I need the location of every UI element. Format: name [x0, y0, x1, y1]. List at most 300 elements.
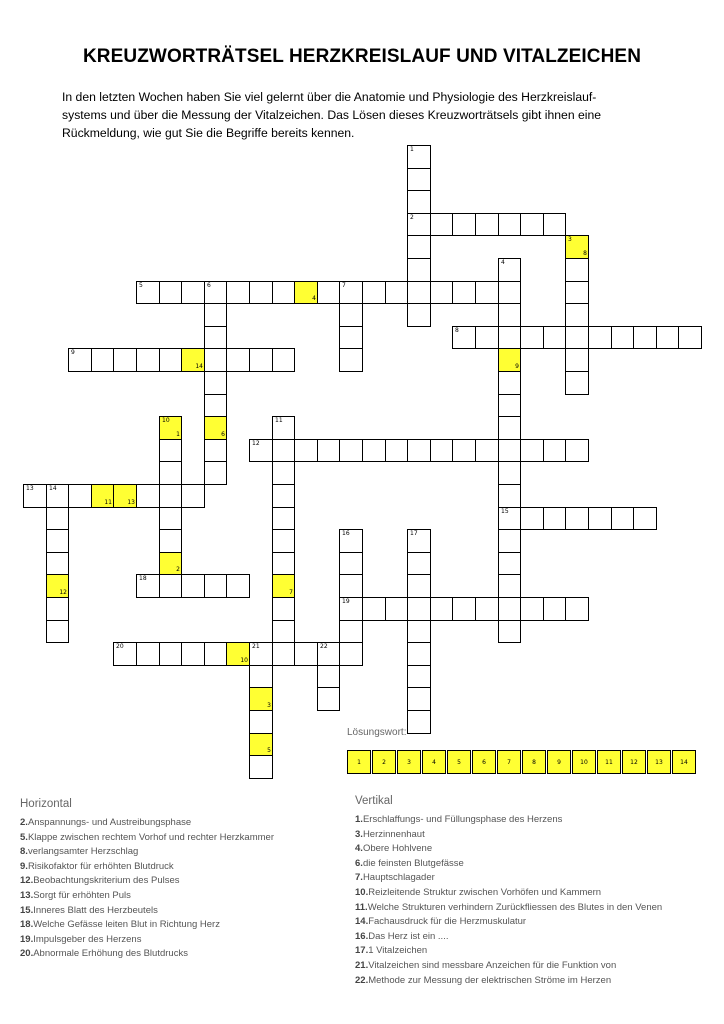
horizontal-heading: Horizontal — [20, 798, 72, 810]
clue-item — [355, 857, 662, 872]
grid-cell[interactable] — [159, 484, 182, 508]
grid-cell[interactable] — [611, 326, 634, 349]
clue-item — [20, 904, 274, 919]
grid-cell[interactable] — [407, 574, 431, 598]
solution-marker: 13 — [127, 499, 135, 506]
grid-cell[interactable] — [407, 597, 431, 621]
solution-marker: 8 — [583, 250, 587, 257]
grid-cell[interactable] — [249, 687, 273, 711]
clue-item — [20, 889, 274, 904]
clue-num: 3. — [355, 828, 363, 840]
solution-cell[interactable]: 9 — [547, 750, 571, 774]
grid-cell[interactable] — [339, 326, 363, 349]
grid-cell[interactable] — [498, 416, 521, 440]
grid-cell[interactable] — [249, 642, 273, 666]
grid-cell[interactable] — [91, 484, 114, 508]
grid-cell[interactable] — [362, 439, 386, 462]
grid-cell[interactable] — [339, 574, 363, 598]
page-title: KREUZWORTRÄTSEL HERZKREISLAUF UND VITALZEICHEN — [82, 46, 642, 67]
clue-text: Welche Gefässe leiten Blut in Richtung Herz — [33, 919, 220, 931]
grid-cell[interactable] — [249, 281, 273, 304]
grid-cell[interactable] — [475, 439, 499, 462]
clue-num: 4. — [355, 843, 363, 855]
grid-cell[interactable] — [565, 371, 589, 395]
grid-cell[interactable] — [159, 574, 182, 598]
clue-number: 11 — [275, 417, 283, 424]
clue-text: Fachausdruck für die Herzmuskulatur — [368, 916, 527, 928]
grid-cell[interactable] — [385, 439, 408, 462]
grid-cell[interactable] — [656, 326, 679, 349]
solution-marker: 5 — [267, 747, 271, 754]
grid-cell[interactable] — [407, 620, 431, 643]
grid-cell[interactable] — [339, 642, 363, 666]
solution-marker: 6 — [221, 431, 225, 438]
clue-num: 2. — [20, 817, 28, 828]
grid-cell[interactable] — [498, 461, 521, 485]
clue-num: 17. — [355, 945, 369, 957]
grid-cell[interactable] — [678, 326, 702, 349]
grid-cell[interactable] — [339, 303, 363, 327]
grid-cell[interactable] — [272, 281, 295, 304]
grid-cell[interactable] — [113, 348, 137, 372]
grid-cell[interactable] — [430, 281, 453, 304]
grid-cell[interactable] — [204, 371, 227, 395]
clue-item — [20, 918, 274, 933]
grid-cell[interactable] — [565, 597, 589, 621]
grid-cell[interactable] — [113, 642, 137, 666]
grid-cell[interactable] — [498, 574, 521, 598]
grid-cell[interactable] — [249, 348, 273, 372]
grid-cell[interactable] — [407, 235, 431, 259]
clue-text: Risikofaktor für erhöhten Blutdruck — [27, 860, 174, 872]
grid-cell[interactable] — [249, 439, 273, 462]
solution-cell[interactable]: 13 — [647, 750, 671, 774]
clue-number: 10 — [162, 417, 170, 424]
solution-cell[interactable]: 5 — [447, 750, 471, 774]
clue-number: 22 — [320, 643, 328, 650]
grid-cell[interactable] — [611, 507, 634, 530]
grid-cell[interactable] — [407, 439, 431, 462]
grid-cell[interactable] — [249, 710, 273, 734]
grid-cell[interactable] — [520, 213, 544, 236]
clue-number: 5 — [139, 282, 143, 289]
clue-text: Beobachtungskriterium des Pulses — [33, 875, 180, 887]
grid-cell[interactable] — [452, 281, 476, 304]
grid-cell[interactable] — [226, 348, 250, 372]
clue-text: Methode zur Messung der elektrischen Ströme im Herzen — [368, 974, 612, 986]
clue-number: 16 — [342, 530, 350, 537]
grid-cell[interactable] — [46, 574, 69, 598]
clue-item — [355, 959, 662, 974]
grid-cell[interactable] — [317, 665, 340, 688]
clue-num: 5. — [20, 831, 28, 843]
solution-cell[interactable]: 10 — [572, 750, 596, 774]
clue-item — [20, 947, 274, 962]
grid-cell[interactable] — [204, 416, 227, 440]
solution-cell[interactable]: 2 — [372, 750, 396, 774]
grid-cell[interactable] — [452, 439, 476, 462]
grid-cell[interactable] — [475, 597, 499, 621]
grid-cell[interactable] — [317, 439, 340, 462]
grid-cell[interactable] — [475, 213, 499, 236]
solution-marker: 14 — [195, 363, 203, 370]
clue-num: 7. — [355, 872, 363, 884]
solution-cell[interactable]: 14 — [672, 750, 696, 774]
solution-cell[interactable]: 4 — [422, 750, 446, 774]
clue-text: Hauptschlagader — [362, 872, 435, 884]
solution-marker: 12 — [59, 589, 67, 596]
clue-text: Erschlaffungs- und Füllungsphase des Herzens — [362, 814, 563, 825]
grid-cell[interactable] — [543, 597, 566, 621]
grid-cell[interactable] — [294, 642, 318, 666]
grid-cell[interactable] — [46, 484, 69, 508]
grid-cell[interactable] — [498, 258, 521, 282]
horizontal-clues — [20, 798, 274, 962]
clue-number: 18 — [139, 575, 147, 582]
grid-cell[interactable] — [498, 552, 521, 575]
grid-cell[interactable] — [407, 687, 431, 711]
grid-cell[interactable] — [294, 439, 318, 462]
solution-cell[interactable]: 3 — [397, 750, 421, 774]
grid-cell[interactable] — [565, 281, 589, 304]
clue-item — [355, 944, 662, 959]
grid-cell[interactable] — [407, 281, 431, 304]
grid-cell[interactable] — [498, 620, 521, 643]
solution-cell[interactable]: 7 — [497, 750, 521, 774]
grid-cell[interactable] — [362, 281, 386, 304]
grid-cell[interactable] — [430, 597, 453, 621]
clue-text: Abnormale Erhöhung des Blutdrucks — [33, 948, 188, 960]
grid-cell[interactable] — [520, 597, 544, 621]
grid-cell[interactable] — [565, 507, 589, 530]
grid-cell[interactable] — [407, 168, 431, 191]
clue-num: 12. — [20, 875, 34, 887]
grid-cell[interactable] — [543, 326, 566, 349]
grid-cell[interactable] — [136, 281, 160, 304]
grid-cell[interactable] — [498, 394, 521, 417]
grid-cell[interactable] — [181, 281, 205, 304]
grid-cell[interactable] — [498, 303, 521, 327]
grid-cell[interactable] — [520, 439, 544, 462]
grid-cell[interactable] — [498, 507, 521, 530]
clue-text: Anspannungs- und Austreibungsphase — [27, 817, 192, 828]
grid-cell[interactable] — [475, 326, 499, 349]
clue-text: Welche Strukturen verhindern Zurückfliessen des Blutes in den Venen — [367, 901, 663, 913]
clue-num: 11. — [355, 901, 368, 913]
grid-cell[interactable] — [23, 484, 47, 508]
grid-cell[interactable] — [498, 439, 521, 462]
grid-cell[interactable] — [159, 348, 182, 372]
grid-cell[interactable] — [588, 507, 612, 530]
grid-cell[interactable] — [159, 507, 182, 530]
clue-text: Impulsgeber des Herzens — [33, 933, 142, 945]
clue-item — [20, 933, 274, 948]
grid-cell[interactable] — [272, 552, 295, 575]
grid-cell[interactable] — [317, 687, 340, 711]
clue-number: 8 — [455, 327, 459, 334]
grid-cell[interactable] — [407, 552, 431, 575]
clue-text: Das Herz ist ein .... — [368, 930, 449, 942]
grid-cell[interactable] — [520, 507, 544, 530]
grid-cell[interactable] — [498, 213, 521, 236]
intro-line: systems und über die Messung der Vitalzeichen. Das Lösen dieses Kreuzworträtsels gibt ihnen eine — [62, 108, 602, 122]
grid-cell[interactable] — [113, 484, 137, 508]
grid-cell[interactable] — [272, 348, 295, 372]
clue-number: 15 — [501, 508, 509, 515]
solution-marker: 9 — [515, 363, 519, 370]
grid-cell[interactable] — [159, 529, 182, 553]
grid-cell[interactable] — [272, 597, 295, 621]
clue-text: Herzinnenhaut — [362, 828, 425, 840]
clue-num: 8. — [20, 846, 28, 858]
solution-marker: 10 — [240, 657, 248, 664]
grid-cell[interactable] — [181, 484, 205, 508]
clue-number: 1 — [410, 146, 414, 153]
grid-cell[interactable] — [159, 642, 182, 666]
grid-cell[interactable] — [633, 507, 657, 530]
grid-cell[interactable] — [272, 439, 295, 462]
solution-marker: 1 — [176, 431, 180, 438]
clue-text: Inneres Blatt des Herzbeutels — [33, 904, 158, 916]
intro-text — [62, 88, 662, 142]
clue-number: 7 — [342, 282, 346, 289]
grid-cell[interactable] — [317, 281, 340, 304]
grid-cell[interactable] — [181, 642, 205, 666]
grid-cell[interactable] — [204, 281, 227, 304]
grid-cell[interactable] — [181, 574, 205, 598]
clue-number: 4 — [501, 259, 505, 266]
clue-item — [355, 974, 662, 989]
grid-cell[interactable] — [498, 281, 521, 304]
solution-label: Lösungswort: — [347, 727, 407, 738]
clue-item — [20, 845, 274, 860]
clue-item — [355, 871, 662, 886]
grid-cell[interactable] — [204, 439, 227, 462]
vertical-heading: Vertikal — [355, 795, 393, 807]
clue-num: 13. — [20, 889, 34, 901]
grid-cell[interactable] — [498, 371, 521, 395]
solution-marker: 7 — [289, 589, 293, 596]
clue-num: 15. — [20, 904, 34, 916]
grid-cell[interactable] — [136, 642, 160, 666]
grid-cell[interactable] — [407, 213, 431, 236]
grid-cell[interactable] — [136, 574, 160, 598]
grid-cell[interactable] — [249, 733, 273, 756]
vertical-clues — [355, 795, 662, 988]
grid-cell[interactable] — [272, 642, 295, 666]
grid-cell[interactable] — [452, 326, 476, 349]
grid-cell[interactable] — [249, 755, 273, 779]
grid-cell[interactable] — [272, 484, 295, 508]
grid-cell[interactable] — [407, 145, 431, 169]
grid-cell[interactable] — [68, 348, 92, 372]
grid-cell[interactable] — [407, 303, 431, 327]
solution-marker: 4 — [312, 295, 316, 302]
grid-cell[interactable] — [136, 484, 160, 508]
grid-cell[interactable] — [317, 642, 340, 666]
clue-text: Sorgt für erhöhten Puls — [33, 889, 131, 901]
grid-cell[interactable] — [339, 529, 363, 553]
clue-text: Klappe zwischen rechtem Vorhof und rechter Herzkammer — [27, 831, 274, 843]
grid-cell[interactable] — [362, 597, 386, 621]
grid-cell[interactable] — [91, 348, 114, 372]
clue-item — [20, 831, 274, 846]
grid-cell[interactable] — [339, 552, 363, 575]
grid-cell[interactable] — [272, 574, 295, 598]
grid-cell[interactable] — [46, 620, 69, 643]
grid-cell[interactable] — [272, 529, 295, 553]
clue-number: 9 — [71, 349, 75, 356]
grid-cell[interactable] — [565, 326, 589, 349]
clue-text: Reizleitende Struktur zwischen Vorhöfen und Kammern — [368, 886, 602, 898]
solution-cell[interactable]: 1 — [347, 750, 371, 774]
grid-cell[interactable] — [204, 303, 227, 327]
clue-item — [355, 828, 662, 843]
grid-cell[interactable] — [475, 281, 499, 304]
grid-cell[interactable] — [159, 552, 182, 575]
grid-cell[interactable] — [498, 529, 521, 553]
grid-cell[interactable] — [520, 326, 544, 349]
grid-cell[interactable] — [407, 529, 431, 553]
grid-cell[interactable] — [159, 281, 182, 304]
clue-number: 19 — [342, 598, 350, 605]
grid-cell[interactable] — [159, 461, 182, 485]
grid-cell[interactable] — [46, 529, 69, 553]
clue-text: die feinsten Blutgefässe — [362, 857, 464, 869]
grid-cell[interactable] — [498, 597, 521, 621]
grid-cell[interactable] — [204, 642, 227, 666]
clue-num: 9. — [20, 860, 28, 872]
grid-cell[interactable] — [159, 439, 182, 462]
grid-cell[interactable] — [385, 597, 408, 621]
grid-cell[interactable] — [543, 213, 566, 236]
clue-num: 18. — [20, 919, 34, 931]
clue-number: 20 — [116, 643, 124, 650]
intro-line: In den letzten Wochen haben Sie viel gelernt über die Anatomie und Physiologie des Herzkreislauf- — [62, 90, 597, 104]
clue-text: verlangsamter Herzschlag — [27, 846, 139, 858]
clue-num: 6. — [355, 857, 363, 869]
clue-num: 21. — [355, 959, 369, 971]
grid-cell[interactable] — [204, 326, 227, 349]
clue-number: 2 — [410, 214, 414, 221]
clue-num: 10. — [355, 886, 369, 898]
clue-number: 12 — [252, 440, 260, 447]
solution-cell[interactable]: 11 — [597, 750, 621, 774]
grid-cell[interactable] — [46, 552, 69, 575]
grid-cell[interactable] — [226, 642, 250, 666]
grid-cell[interactable] — [204, 461, 227, 485]
grid-cell[interactable] — [407, 258, 431, 282]
grid-cell[interactable] — [565, 258, 589, 282]
grid-cell[interactable] — [294, 281, 318, 304]
clue-text: 1 Vitalzeichen — [368, 945, 428, 957]
grid-cell[interactable] — [136, 348, 160, 372]
clue-item — [20, 874, 274, 889]
grid-cell[interactable] — [430, 213, 453, 236]
grid-cell[interactable] — [407, 710, 431, 734]
grid-cell[interactable] — [272, 507, 295, 530]
clue-number: 14 — [49, 485, 57, 492]
grid-cell[interactable] — [565, 348, 589, 372]
solution-marker: 11 — [104, 499, 112, 506]
clue-num: 1. — [355, 814, 363, 825]
grid-cell[interactable] — [498, 484, 521, 508]
grid-cell[interactable] — [181, 348, 205, 372]
clue-num: 22. — [355, 974, 369, 986]
clue-text: Obere Hohlvene — [362, 843, 433, 855]
solution-cell[interactable]: 6 — [472, 750, 496, 774]
grid-cell[interactable] — [159, 416, 182, 440]
grid-cell[interactable] — [588, 326, 612, 349]
clue-number: 17 — [410, 530, 418, 537]
clue-num: 14. — [355, 916, 369, 928]
grid-cell[interactable] — [272, 416, 295, 440]
solution-marker: 2 — [176, 566, 180, 573]
grid-cell[interactable] — [565, 303, 589, 327]
clue-item — [20, 816, 274, 831]
clue-text: Vitalzeichen sind messbare Anzeichen für die Funktion von — [368, 959, 617, 971]
grid-cell[interactable] — [633, 326, 657, 349]
clue-num: 19. — [20, 933, 34, 945]
grid-cell[interactable] — [204, 574, 227, 598]
solution-marker: 3 — [267, 702, 271, 709]
grid-cell[interactable] — [272, 461, 295, 485]
clue-number: 13 — [26, 485, 34, 492]
grid-cell[interactable] — [249, 665, 273, 688]
clue-item — [355, 886, 662, 901]
clue-num: 16. — [355, 930, 369, 942]
grid-cell[interactable] — [339, 620, 363, 643]
grid-cell[interactable] — [543, 439, 566, 462]
grid-cell[interactable] — [407, 665, 431, 688]
clue-num: 20. — [20, 948, 34, 960]
grid-cell[interactable] — [226, 281, 250, 304]
grid-cell[interactable] — [452, 597, 476, 621]
clue-item — [355, 901, 662, 916]
solution-cell[interactable]: 8 — [522, 750, 546, 774]
grid-cell[interactable] — [407, 190, 431, 214]
grid-cell[interactable] — [339, 348, 363, 372]
grid-cell[interactable] — [272, 620, 295, 643]
grid-cell[interactable] — [204, 348, 227, 372]
grid-cell[interactable] — [498, 326, 521, 349]
grid-cell[interactable] — [430, 439, 453, 462]
grid-cell[interactable] — [452, 213, 476, 236]
clue-item — [355, 842, 662, 857]
grid-cell[interactable] — [339, 597, 363, 621]
grid-cell[interactable] — [339, 281, 363, 304]
grid-cell[interactable] — [565, 439, 589, 462]
clue-item — [355, 813, 662, 828]
clue-item — [355, 930, 662, 945]
grid-cell[interactable] — [385, 281, 408, 304]
solution-cell[interactable]: 12 — [622, 750, 646, 774]
grid-cell[interactable] — [226, 574, 250, 598]
intro-line: Rückmeldung, wie gut Sie die Begriffe bereits kennen. — [62, 126, 355, 140]
clue-item — [20, 860, 274, 875]
grid-cell[interactable] — [543, 507, 566, 530]
grid-cell[interactable] — [498, 348, 521, 372]
grid-cell[interactable] — [46, 507, 69, 530]
grid-cell[interactable] — [565, 235, 589, 259]
grid-cell[interactable] — [68, 484, 92, 508]
clue-number: 6 — [207, 282, 211, 289]
grid-cell[interactable] — [46, 597, 69, 621]
grid-cell[interactable] — [339, 439, 363, 462]
grid-cell[interactable] — [407, 642, 431, 666]
grid-cell[interactable] — [204, 394, 227, 417]
clue-item — [355, 915, 662, 930]
